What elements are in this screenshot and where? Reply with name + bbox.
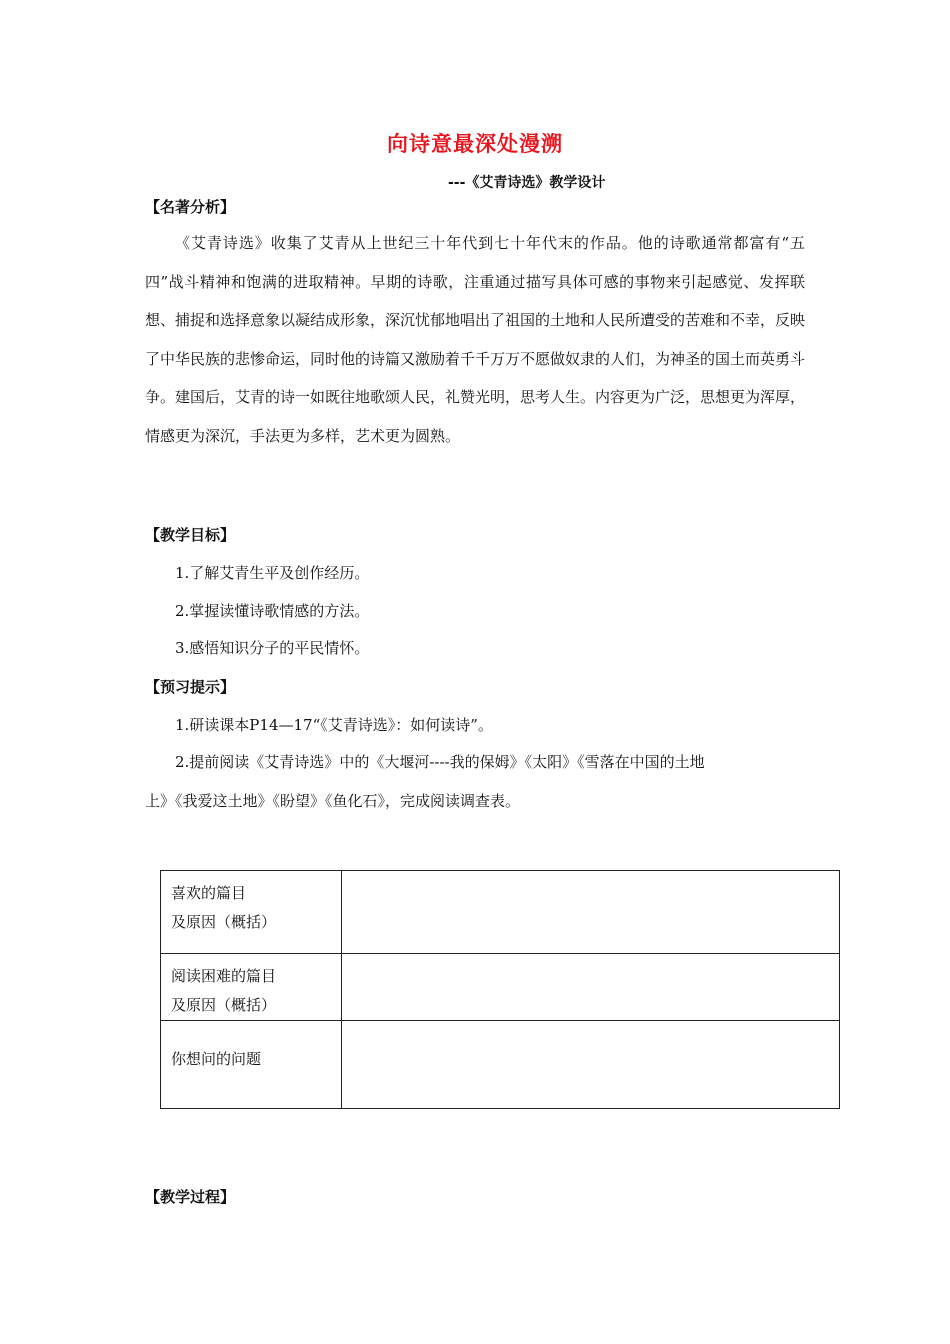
table-row-label xyxy=(161,954,342,1021)
table-answer-cell[interactable] xyxy=(342,1021,840,1109)
goal-item-2: 2.掌握读懂诗歌情感的方法。 xyxy=(175,602,370,620)
goal-item-3: 3.感悟知识分子的平民情怀。 xyxy=(175,639,370,657)
section-heading-process: 【教学过程】 xyxy=(145,1188,236,1206)
section-heading-goals: 【教学目标】 xyxy=(145,526,236,544)
table-answer-cell[interactable] xyxy=(342,954,840,1021)
preview-item-2-continued: 上》《我爱这土地》《盼望》《鱼化石》，完成阅读调查表。 xyxy=(145,792,521,810)
reading-survey-table xyxy=(160,870,840,1109)
preview-item-1: 1.研读课本P14—17“《艾青诗选》：如何读诗”。 xyxy=(175,716,493,734)
preview-item-2: 2.提前阅读《艾青诗选》中的《大堰河----我的保姆》《太阳》《雪落在中国的土地 xyxy=(175,753,705,771)
analysis-paragraph: 《艾青诗选》收集了艾青从上世纪三十年代到七十年代末的作品。他的诗歌通常都富有“五四”战斗精神和饱满的进取精神。早期的诗歌，注重通过描写具体可感的事物来引起感觉、发挥联想、捕捉和选择意象以凝结成形象，深沉忧郁地唱出了祖国的土地和人民所遭受的苦难和不幸，反映了中华民族的悲惨命运，同时他的诗篇又激励着千千万万不愿做奴隶的人们，为神圣的国土而英勇斗争。建国后，艾青的诗一如既往地歌颂人民，礼赞光明，思考人生。内容更为广泛，思想更为浑厚，情感更为深沉，手法更为多样，艺术更为圆熟。 xyxy=(145,234,806,445)
section-heading-preview: 【预习提示】 xyxy=(145,678,236,696)
row-label-line: 及原因（概括） xyxy=(171,913,277,931)
section-heading-analysis: 【名著分析】 xyxy=(145,198,236,216)
table-answer-cell[interactable] xyxy=(342,871,840,954)
row-label-line: 阅读困难的篇目 xyxy=(171,967,277,985)
table-row-label xyxy=(161,871,342,954)
table-row xyxy=(161,871,840,954)
row-label-line: 及原因（概括） xyxy=(171,996,277,1014)
table-row-label xyxy=(161,1021,342,1109)
table-row xyxy=(161,1021,840,1109)
row-label-line: 你想问的问题 xyxy=(171,1050,262,1068)
table-row xyxy=(161,954,840,1021)
document-subtitle: ---《艾青诗选》教学设计 xyxy=(448,175,606,191)
document-title: 向诗意最深处漫溯 xyxy=(387,132,563,156)
row-label-line: 喜欢的篇目 xyxy=(171,884,247,902)
goal-item-1: 1.了解艾青生平及创作经历。 xyxy=(175,564,370,582)
